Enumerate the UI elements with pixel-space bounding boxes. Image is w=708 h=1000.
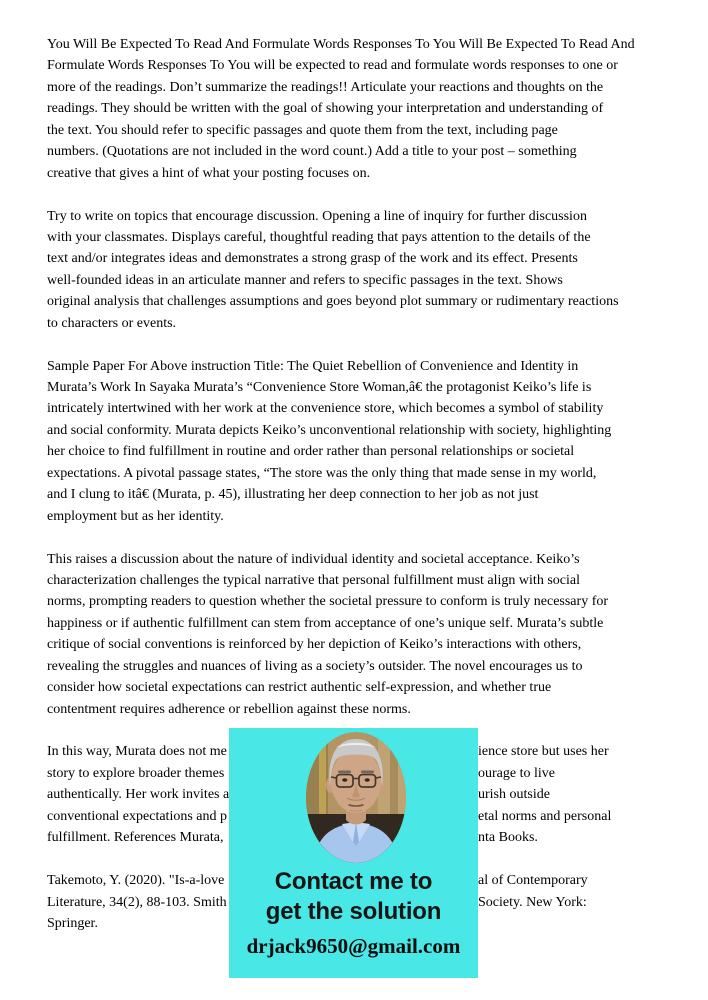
- text-line: This raises a discussion about the nature of individual identity and societal acceptance. Keiko’s: [47, 551, 580, 567]
- text-fragment-left: authentically. Her work invites a: [47, 787, 230, 803]
- paragraph-2: [47, 206, 663, 335]
- text-line: characterization challenges the typical narrative that personal fulfillment must align with social: [47, 572, 580, 588]
- contact-email: drjack9650@gmail.com: [246, 934, 461, 958]
- text-line: creative that gives a hint of what your posting focuses on.: [47, 165, 371, 181]
- ad-headline-line1: Contact me to: [274, 868, 433, 895]
- text-fragment-right: urish outside: [478, 787, 550, 803]
- text-line: and I clung to itâ€ (Murata, p. 45), illustrating her deep connection to her job as not just: [47, 487, 539, 503]
- text-line: her choice to find fulfillment in routine and order rather than personal relationships or societal: [47, 444, 575, 460]
- text-line: revealing the struggles and nuances of living as a society’s outsider. The novel encourages us to: [47, 658, 583, 674]
- text-fragment-right: etal norms and personal: [478, 808, 612, 824]
- text-fragment-right: Society. New York:: [478, 894, 587, 910]
- text-line: contentment requires adherence or rebellion against these norms.: [47, 701, 411, 717]
- text-fragment-left: fulfillment. References Murata,: [47, 830, 224, 846]
- text-line: Sample Paper For Above instruction Title: The Quiet Rebellion of Convenience and Identity in: [47, 358, 579, 374]
- text-line: consider how societal expectations can restrict authentic self-expression, and whether true: [47, 680, 552, 696]
- text-line: employment but as her identity.: [47, 508, 224, 524]
- solution-ad-overlay: [229, 728, 478, 978]
- text-line: intricately intertwined with her work at the convenience store, which becomes a symbol of stability: [47, 401, 604, 417]
- text-line: Formulate Words Responses To You will be expected to read and formulate words responses to one or: [47, 58, 618, 74]
- paragraph-4: [47, 549, 663, 721]
- text-fragment-left: In this way, Murata does not me: [47, 744, 227, 760]
- ad-headline: [229, 867, 478, 927]
- paragraph-3: [47, 356, 663, 528]
- text-fragment-right: nta Books.: [478, 830, 538, 846]
- text-line: happiness or if authentic fulfillment can stem from acceptance of one’s unique self. Murata’s subtle: [47, 615, 604, 631]
- text-line: well-founded ideas in an articulate manner and refers to specific passages in the text. Shows: [47, 272, 563, 288]
- text-line: Murata’s Work In Sayaka Murata’s “Convenience Store Woman,â€ the protagonist Keiko’s life is: [47, 380, 592, 395]
- text-line: critique of social conventions is reinforced by her depiction of Keiko’s interactions with others,: [47, 637, 582, 653]
- text-line: readings. They should be written with the goal of showing your interpretation and understanding of: [47, 101, 604, 117]
- text-line: expectations. A pivotal passage states, “The store was the only thing that made sense in my world,: [47, 465, 597, 481]
- text-fragment-right: ience store but uses her: [478, 744, 609, 760]
- text-line: the text. You should refer to specific passages and quote them from the text, including page: [47, 122, 558, 138]
- paragraph-1: [47, 34, 663, 184]
- tutor-portrait-icon: [306, 732, 406, 863]
- ad-headline-line2: get the solution: [265, 898, 442, 925]
- text-line: original analysis that challenges assumptions and goes beyond plot summary or rudimentary reactions: [47, 294, 619, 310]
- text-fragment-right: al of Contemporary: [478, 873, 588, 889]
- text-fragment-left: Literature, 34(2), 88-103. Smith: [47, 894, 227, 910]
- text-line: and social conformity. Murata depicts Keiko’s unconventional relationship with society, highlighting: [47, 422, 612, 438]
- text-line: numbers. (Quotations are not included in the word count.) Add a title to your post – something: [47, 144, 577, 160]
- text-line: You Will Be Expected To Read And Formulate Words Responses To You Will Be Expected To Read And: [47, 37, 635, 52]
- text-line: more of the readings. Don’t summarize the readings!! Articulate your reactions and thoughts on the: [47, 79, 604, 95]
- text-line: Springer.: [47, 915, 98, 931]
- text-line: norms, prompting readers to question whether the societal pressure to conform is truly necessary for: [47, 594, 609, 610]
- text-line: Try to write on topics that encourage discussion. Opening a line of inquiry for further discussion: [47, 208, 587, 224]
- text-line: with your classmates. Displays careful, thoughtful reading that pays attention to the details of the: [47, 229, 591, 245]
- text-fragment-left: Takemoto, Y. (2020). "Is-a-love: [47, 873, 225, 889]
- tutor-photo: [306, 732, 406, 863]
- text-line: to characters or events.: [47, 315, 177, 331]
- text-line: text and/or integrates ideas and demonstrates a strong grasp of the work and its effect. Presents: [47, 251, 578, 267]
- text-fragment-left: story to explore broader themes: [47, 765, 225, 781]
- text-fragment-right: ourage to live: [478, 765, 555, 781]
- text-fragment-left: conventional expectations and p: [47, 808, 227, 824]
